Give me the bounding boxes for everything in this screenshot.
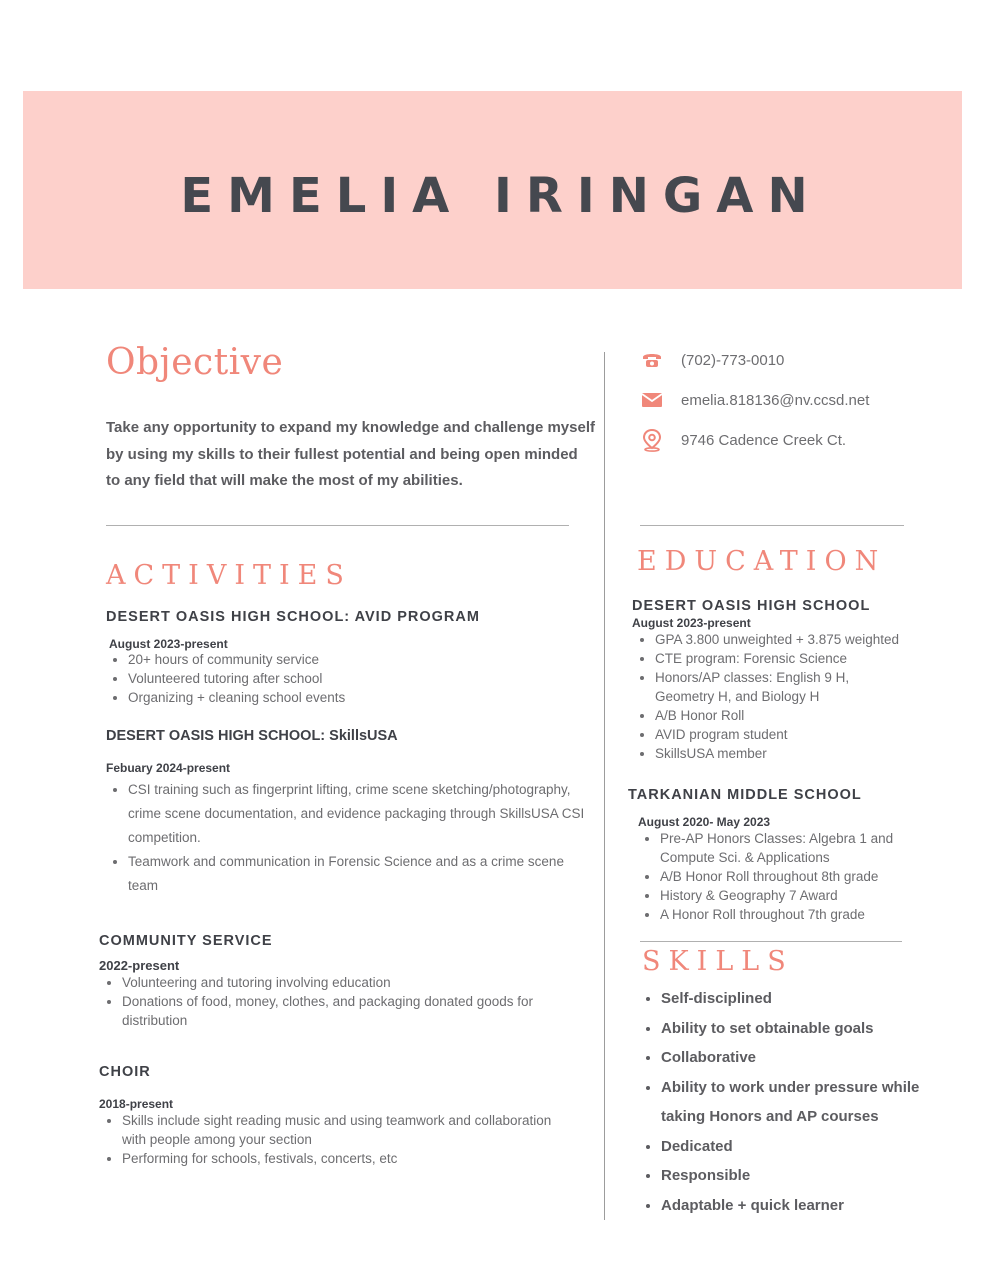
- list-item: • Responsible: [661, 1161, 931, 1191]
- list-item: • A Honor Roll throughout 7th grade: [660, 905, 940, 924]
- contact-phone: [640, 349, 784, 371]
- list-item: • Volunteered tutoring after school: [128, 669, 588, 688]
- divider-left: [106, 525, 569, 526]
- divider-right: [640, 525, 904, 526]
- location-pin-icon: [640, 429, 664, 451]
- list-item: • Teamwork and communication in Forensic Science and as a crime scene team: [128, 850, 588, 898]
- education-heading: EDUCATION: [637, 546, 887, 577]
- skillsusa-date: Febuary 2024-present: [106, 761, 231, 775]
- list-item: • AVID program student: [655, 725, 903, 744]
- name-title: EMELIA IRINGAN: [180, 168, 822, 224]
- list-item: • CSI training such as fingerprint lifting, crime scene sketching/photography, crime scene documentation, and evidence packaging through SkillsUSA CSI competition.: [128, 778, 588, 850]
- list-item: • GPA 3.800 unweighted + 3.875 weighted: [655, 630, 903, 649]
- choir-date: 2018-present: [99, 1097, 174, 1111]
- community-list: [100, 973, 582, 1030]
- skillsusa-title: DESERT OASIS HIGH SCHOOL: SkillsUSA: [106, 728, 398, 744]
- community-title: COMMUNITY SERVICE: [99, 933, 273, 949]
- list-item: • CTE program: Forensic Science: [655, 649, 903, 668]
- list-item: • Collaborative: [661, 1043, 931, 1073]
- address-text: 9746 Cadence Creek Ct.: [681, 431, 847, 449]
- list-item: • 20+ hours of community service: [128, 650, 588, 669]
- list-item: • A/B Honor Roll: [655, 706, 903, 725]
- desert-oasis-date: August 2023-present: [632, 616, 751, 630]
- list-item: • Performing for schools, festivals, concerts, etc: [122, 1149, 562, 1168]
- desert-oasis-title: DESERT OASIS HIGH SCHOOL: [632, 598, 871, 614]
- avid-title: DESERT OASIS HIGH SCHOOL: AVID PROGRAM: [106, 609, 480, 625]
- tarkanian-list: [638, 829, 940, 924]
- phone-text: (702)-773-0010: [681, 351, 785, 369]
- list-item: • Volunteering and tutoring involving education: [122, 973, 582, 992]
- list-item: • Organizing + cleaning school events: [128, 688, 588, 707]
- list-item: • Self-disciplined: [661, 984, 931, 1014]
- list-item: • Adaptable + quick learner: [661, 1191, 931, 1221]
- list-item: • Honors/AP classes: English 9 H, Geometry H, and Biology H: [655, 668, 903, 706]
- objective-heading: Objective: [106, 342, 284, 383]
- skills-heading: SKILLS: [642, 946, 794, 977]
- list-item: • A/B Honor Roll throughout 8th grade: [660, 867, 940, 886]
- community-date: 2022-present: [99, 958, 180, 973]
- contact-address: [640, 429, 846, 451]
- avid-date: August 2023-present: [109, 637, 228, 651]
- activities-heading: ACTIVITIES: [106, 560, 352, 591]
- list-item: • Ability to set obtainable goals: [661, 1014, 931, 1044]
- skillsusa-list: [106, 778, 588, 898]
- skills-list: [640, 984, 931, 1220]
- list-item: • Pre-AP Honors Classes: Algebra 1 and Compute Sci. & Applications: [660, 829, 940, 867]
- list-item: • Donations of food, money, clothes, and packaging donated goods for distribution: [122, 992, 582, 1030]
- contact-email: [640, 389, 869, 411]
- tarkanian-title: TARKANIAN MIDDLE SCHOOL: [628, 787, 862, 803]
- list-item: • SkillsUSA member: [655, 744, 903, 763]
- phone-icon: [640, 349, 664, 371]
- choir-list: [100, 1111, 562, 1168]
- mail-icon: [640, 389, 664, 411]
- avid-list: [106, 650, 588, 707]
- list-item: • History & Geography 7 Award: [660, 886, 940, 905]
- choir-title: CHOIR: [99, 1064, 151, 1080]
- objective-text: Take any opportunity to expand my knowledge and challenge myself by using my skills to their fullest potential and being open minded to any field that will make the most of my abilities.: [106, 419, 595, 489]
- tarkanian-date: August 2020- May 2023: [638, 815, 771, 829]
- column-divider: [604, 352, 605, 1220]
- list-item: • Ability to work under pressure while taking Honors and AP courses: [661, 1073, 931, 1132]
- list-item: • Skills include sight reading music and using teamwork and collaboration with people among your section: [122, 1111, 562, 1149]
- desert-oasis-list: [633, 630, 903, 763]
- list-item: • Dedicated: [661, 1132, 931, 1162]
- email-text: emelia.818136@nv.ccsd.net: [681, 391, 870, 409]
- divider-skills: [640, 941, 902, 942]
